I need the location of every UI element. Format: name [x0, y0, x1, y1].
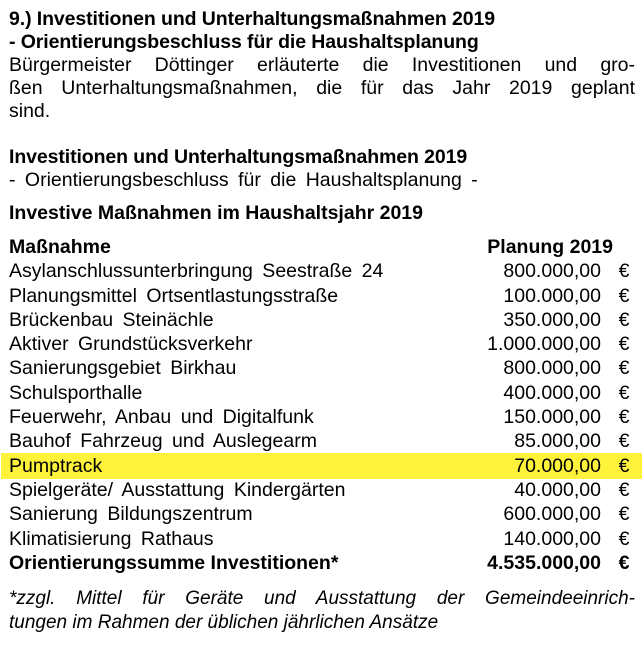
table-header-row — [9, 235, 635, 259]
table-row — [9, 259, 635, 283]
spacer — [9, 123, 635, 146]
measure-amount: 100.000,00 — [503, 284, 601, 307]
table-row — [9, 429, 635, 453]
measure-amount: 800.000,00 — [503, 357, 601, 380]
footnote — [9, 587, 635, 635]
currency-symbol: € — [618, 503, 630, 526]
table-row — [9, 478, 635, 502]
measure-amount: 800.000,00 — [503, 260, 601, 283]
currency-symbol: € — [618, 308, 630, 331]
measure-name: Spielgeräte/ Ausstattung Kindergärten — [9, 478, 346, 501]
intro-line1: Bürgermeister Döttinger erläuterte die Investitionen und gro- — [9, 54, 635, 76]
measure-amount: 350.000,00 — [503, 308, 601, 331]
currency-symbol: € — [618, 478, 630, 501]
column-header-plan: Planung 2019 — [487, 236, 613, 258]
measure-name: Sanierungsgebiet Birkhau — [9, 357, 237, 380]
currency-symbol: € — [618, 357, 630, 380]
measure-name: Feuerwehr, Anbau und Digitalfunk — [9, 406, 314, 429]
total-amount: 4.535.000,00 — [487, 551, 601, 574]
currency-symbol: € — [618, 430, 630, 453]
table-row — [9, 405, 635, 429]
measure-name: Klimatisierung Rathaus — [9, 527, 214, 550]
currency-symbol: € — [618, 551, 630, 574]
measure-name: Asylanschlussunterbringung Seestraße 24 — [9, 260, 384, 283]
agenda-heading-line2: - Orientierungsbeschluss für die Haushaltsplanung — [9, 31, 479, 53]
currency-symbol: € — [618, 284, 630, 307]
section-title: Investitionen und Unterhaltungsmaßnahmen 2019 — [9, 146, 468, 168]
total-label: Orientierungssumme Investitionen* — [9, 551, 339, 574]
measure-name: Aktiver Grundstücksverkehr — [9, 333, 253, 356]
table-total-row — [9, 551, 635, 575]
measure-name: Brückenbau Steinächle — [9, 308, 214, 331]
table-title: Investive Maßnahmen im Haushaltsjahr 2019 — [9, 202, 423, 224]
currency-symbol: € — [618, 333, 630, 356]
agenda-heading-line1: 9.) Investitionen und Unterhaltungsmaßnahmen 2019 — [9, 8, 495, 30]
table-row — [9, 356, 635, 380]
measure-amount: 70.000,00 — [514, 454, 601, 477]
measure-name: Planungsmittel Ortsentlastungsstraße — [9, 284, 339, 307]
column-header-measure: Maßnahme — [9, 236, 111, 258]
measure-name: Bauhof Fahrzeug und Auslegearm — [9, 430, 317, 453]
currency-symbol: € — [618, 527, 630, 550]
measure-amount: 1.000.000,00 — [487, 333, 601, 356]
intro-line3: sind. — [9, 100, 51, 122]
currency-symbol: € — [618, 260, 630, 283]
footnote-line1: *zzgl. Mittel für Geräte und Ausstattung der Gemeindeeinrich- — [9, 588, 635, 610]
measure-name: Sanierung Bildungszentrum — [9, 503, 253, 526]
measure-amount: 85.000,00 — [514, 430, 601, 453]
measure-amount: 140.000,00 — [503, 527, 601, 550]
section-subtitle: - Orientierungsbeschluss für die Haushaltsplanung - — [9, 169, 478, 191]
measure-amount: 600.000,00 — [503, 503, 601, 526]
footnote-line2: tungen im Rahmen der üblichen jährlichen Ansätze — [9, 612, 439, 634]
currency-symbol: € — [618, 406, 630, 429]
table-row-highlighted — [9, 454, 635, 478]
measure-amount: 150.000,00 — [503, 406, 601, 429]
currency-symbol: € — [618, 381, 630, 404]
table-row — [9, 527, 635, 551]
currency-symbol: € — [618, 454, 630, 477]
measure-name: Schulsporthalle — [9, 381, 143, 404]
investment-table — [9, 235, 635, 575]
intro-line2: ßen Unterhaltungsmaßnahmen, die für das Jahr 2019 geplant — [9, 77, 635, 99]
document-page — [9, 8, 635, 635]
measure-amount: 40.000,00 — [514, 478, 601, 501]
table-row — [9, 381, 635, 405]
measure-amount: 400.000,00 — [503, 381, 601, 404]
table-row — [9, 284, 635, 308]
table-row — [9, 308, 635, 332]
table-row — [9, 502, 635, 526]
measure-name: Pumptrack — [9, 454, 103, 477]
table-row — [9, 332, 635, 356]
